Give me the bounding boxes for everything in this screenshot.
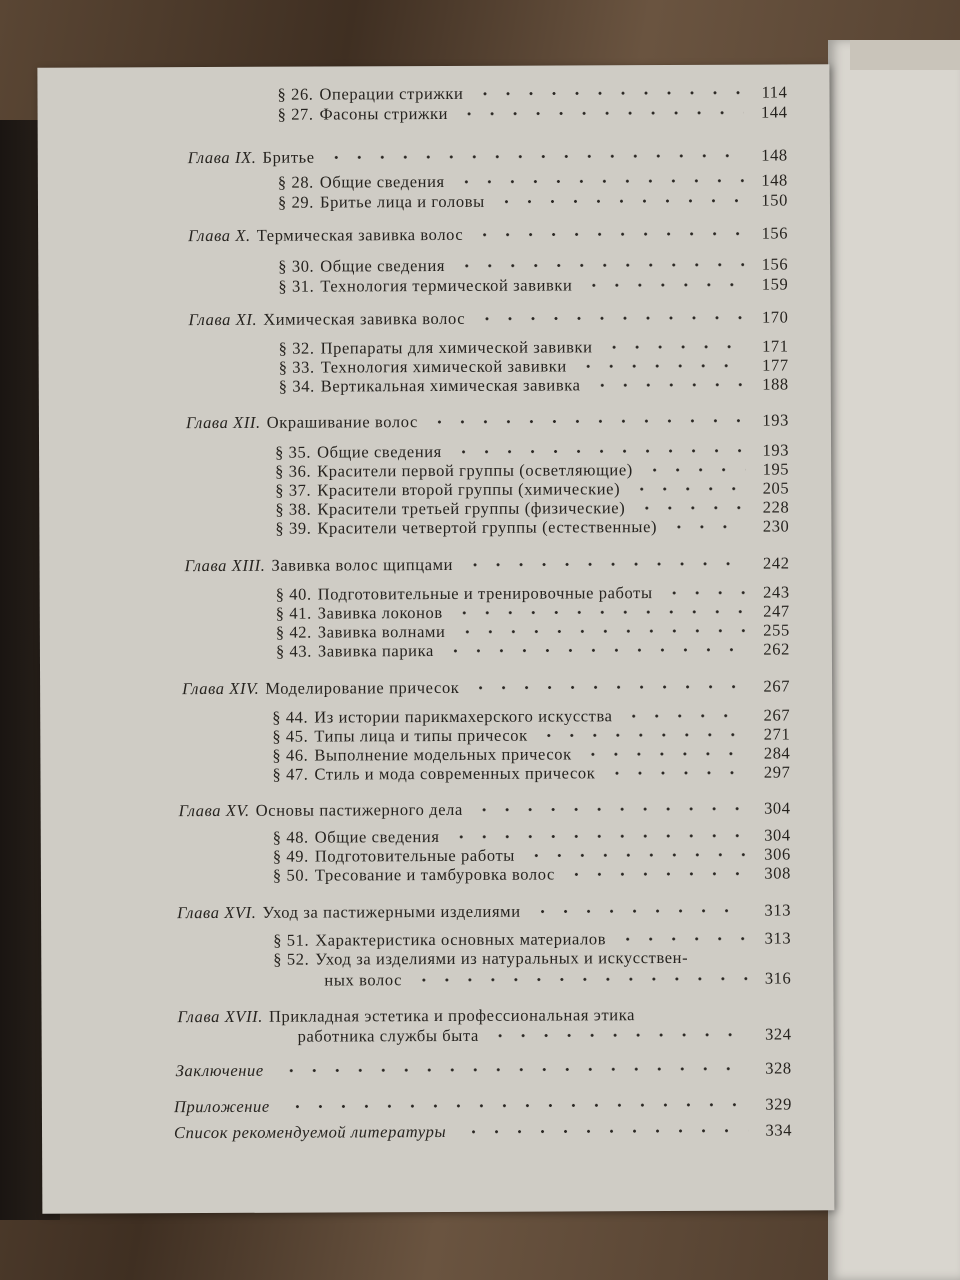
leader-dots bbox=[582, 280, 744, 291]
page-number: 267 bbox=[763, 676, 791, 696]
leader-dots bbox=[663, 588, 746, 598]
leader-dots bbox=[577, 361, 745, 372]
leader-dots bbox=[565, 869, 747, 880]
entry-title: ных волос bbox=[324, 970, 403, 990]
page-number: 205 bbox=[762, 478, 790, 498]
entry-title: Технология химической завивки bbox=[320, 356, 567, 377]
page-number: 148 bbox=[761, 145, 788, 165]
leader-dots bbox=[455, 176, 744, 187]
entry-title: Операции стрижки bbox=[319, 83, 464, 104]
leader-dots bbox=[667, 522, 745, 532]
entry-title: Общие сведения bbox=[317, 441, 442, 462]
page-number: 150 bbox=[761, 190, 789, 210]
leader-dots bbox=[635, 503, 745, 513]
toc-chapter bbox=[188, 221, 788, 246]
section-number: § 46. bbox=[272, 745, 309, 765]
section-number: § 33. bbox=[278, 357, 315, 377]
leader-dots bbox=[452, 446, 745, 457]
toc-chapter bbox=[186, 408, 789, 433]
entry-title: Завивка парика bbox=[317, 641, 434, 661]
page-number: 156 bbox=[761, 254, 789, 274]
entry-title: Фасоны стрижки bbox=[319, 103, 449, 124]
leader-dots bbox=[455, 260, 744, 271]
page-number: 306 bbox=[764, 844, 791, 864]
leader-dots bbox=[455, 626, 745, 637]
section-number: § 50. bbox=[272, 865, 309, 885]
leader-dots bbox=[590, 380, 744, 391]
page-number: 334 bbox=[765, 1120, 793, 1140]
leader-dots bbox=[412, 974, 747, 985]
section-number: § 47. bbox=[272, 764, 309, 784]
toc-entry bbox=[272, 760, 790, 784]
chapter-label: Глава X. bbox=[188, 225, 251, 246]
entry-title: Стиль и мода современных причесок bbox=[314, 763, 596, 784]
entry-title: Завивка волнами bbox=[317, 621, 446, 642]
toc-chapter bbox=[177, 898, 791, 923]
section-number: § 28. bbox=[277, 172, 314, 192]
entry-title: Типы лица и типы причесок bbox=[314, 725, 528, 746]
page-number: 255 bbox=[763, 620, 790, 640]
page-number: 242 bbox=[762, 553, 790, 573]
leader-dots bbox=[428, 416, 745, 427]
section-number: § 52. bbox=[273, 949, 310, 969]
toc-entry bbox=[278, 272, 788, 296]
page-number: 313 bbox=[764, 900, 792, 920]
leader-dots bbox=[630, 484, 745, 495]
entry-title: Подготовительные работы bbox=[314, 845, 515, 866]
entry-title: Характеристика основных материалов bbox=[315, 929, 607, 950]
toc-chapter bbox=[182, 674, 790, 699]
chapter-title: Термическая завивка волос bbox=[256, 224, 464, 245]
page-number: 308 bbox=[764, 863, 791, 883]
page-number: 297 bbox=[763, 762, 791, 782]
section-number: § 38. bbox=[275, 499, 312, 519]
section-number: § 27. bbox=[277, 104, 314, 124]
toc-entry-continuation bbox=[324, 966, 791, 990]
page-number: 177 bbox=[762, 355, 789, 375]
page-number: 313 bbox=[764, 928, 792, 948]
entry-title: Выполнение модельных причесок bbox=[314, 744, 572, 765]
page-number: 304 bbox=[764, 825, 791, 845]
page-number: 193 bbox=[762, 410, 789, 430]
section-number: § 32. bbox=[278, 338, 315, 358]
section-number: § 43. bbox=[275, 641, 312, 661]
section-number: § 29. bbox=[277, 192, 315, 212]
leader-dots bbox=[462, 1126, 748, 1137]
page-number: 114 bbox=[761, 82, 788, 102]
entry-title: Технология термической завивки bbox=[320, 275, 573, 296]
chapter-title: Моделирование причесок bbox=[265, 677, 460, 698]
leader-dots bbox=[623, 711, 747, 722]
chapter-title: Прикладная эстетика и профессиональная этика bbox=[268, 1005, 636, 1026]
toc-chapter-continuation bbox=[298, 1022, 792, 1046]
leader-dots bbox=[475, 313, 744, 324]
chapter-title: Бритье bbox=[262, 147, 315, 167]
chapter-title: Уход за пастижерными изделиями bbox=[262, 901, 521, 922]
page-number: 171 bbox=[762, 336, 789, 356]
book-cover-right bbox=[828, 40, 960, 1280]
chapter-label: Глава XVII. bbox=[177, 1006, 264, 1027]
page-number: 267 bbox=[763, 705, 791, 725]
leader-dots bbox=[473, 229, 744, 240]
leader-dots bbox=[473, 88, 743, 99]
book-cover-strip bbox=[850, 40, 960, 70]
leader-dots bbox=[582, 749, 747, 760]
entry-title: Вертикальная химическая завивка bbox=[320, 375, 581, 396]
leader-dots bbox=[616, 934, 747, 945]
page-number: 188 bbox=[762, 374, 789, 394]
section-number: § 41. bbox=[275, 603, 312, 623]
page-number: 316 bbox=[764, 968, 792, 988]
entry-title: Бритье лица и головы bbox=[319, 191, 485, 212]
page-number: 304 bbox=[764, 798, 791, 818]
toc-chapter bbox=[188, 143, 788, 168]
leader-dots bbox=[469, 682, 746, 693]
section-number: § 51. bbox=[273, 930, 310, 950]
page-number: 329 bbox=[765, 1094, 792, 1114]
section-number: § 35. bbox=[275, 442, 312, 462]
entry-title: Приложение bbox=[173, 1096, 270, 1117]
chapter-title: работника службы быта bbox=[297, 1025, 479, 1046]
toc-entry bbox=[278, 100, 788, 124]
entry-title: Общие сведения bbox=[320, 255, 446, 276]
toc-chapter bbox=[188, 305, 788, 330]
toc-entry bbox=[278, 188, 788, 212]
leader-dots bbox=[473, 804, 747, 815]
leader-dots bbox=[698, 953, 747, 963]
entry-title: Красители четвертой группы (естественные) bbox=[317, 517, 658, 538]
chapter-title: Окрашивание волос bbox=[266, 412, 418, 432]
entry-title: Уход за изделиями из натуральных и искусствен- bbox=[315, 947, 689, 969]
toc-entry bbox=[273, 861, 791, 885]
page-number: 243 bbox=[763, 582, 790, 602]
leader-dots bbox=[643, 465, 745, 475]
toc-chapter bbox=[179, 796, 791, 821]
page-number: 144 bbox=[760, 102, 788, 122]
section-number: § 44. bbox=[272, 707, 309, 727]
page-number: 284 bbox=[763, 743, 791, 763]
page-number: 324 bbox=[765, 1024, 792, 1044]
leader-dots bbox=[463, 559, 745, 570]
section-number: § 26. bbox=[277, 84, 314, 104]
leader-dots bbox=[605, 768, 746, 779]
page-number: 271 bbox=[763, 724, 791, 744]
section-number: § 36. bbox=[275, 461, 312, 481]
section-number: § 45. bbox=[272, 726, 309, 746]
section-number: § 48. bbox=[272, 827, 309, 847]
section-number: § 49. bbox=[272, 846, 309, 866]
leader-dots bbox=[325, 151, 744, 163]
toc-entry bbox=[279, 372, 789, 396]
leader-dots bbox=[538, 730, 747, 741]
leader-dots bbox=[280, 1064, 748, 1076]
page-number: 247 bbox=[763, 601, 790, 621]
entry-title: Красители первой группы (осветляющие) bbox=[317, 460, 633, 481]
entry-title: Тресование и тамбуровка волос bbox=[314, 864, 555, 885]
chapter-label: Глава XI. bbox=[188, 309, 258, 330]
chapter-label: Глава XII. bbox=[185, 412, 261, 433]
section-number: § 39. bbox=[275, 518, 312, 538]
page-number: 195 bbox=[762, 459, 790, 479]
page-number: 156 bbox=[761, 223, 789, 243]
entry-title: Завивка локонов bbox=[317, 602, 443, 623]
leader-dots bbox=[525, 850, 747, 861]
chapter-label: Глава XIV. bbox=[182, 678, 260, 699]
toc-entry bbox=[276, 637, 790, 661]
page-number: 148 bbox=[761, 170, 788, 190]
toc-conclusion bbox=[176, 1056, 792, 1081]
leader-dots bbox=[531, 906, 747, 917]
toc-appendix bbox=[174, 1092, 792, 1117]
leader-dots bbox=[458, 108, 744, 119]
entry-title: Препараты для химической завивки bbox=[320, 337, 593, 358]
leader-dots bbox=[444, 645, 746, 656]
chapter-label: Глава XVI. bbox=[177, 902, 257, 923]
page-number: 193 bbox=[762, 440, 790, 460]
section-number: § 30. bbox=[278, 256, 315, 276]
chapter-title: Химическая завивка волос bbox=[263, 308, 466, 329]
leader-dots bbox=[489, 1030, 748, 1041]
section-number: § 40. bbox=[275, 584, 312, 604]
page-number: 262 bbox=[763, 639, 790, 659]
entry-title: Общие сведения bbox=[314, 827, 440, 847]
page-number: 228 bbox=[762, 497, 790, 517]
toc-chapter bbox=[185, 551, 790, 576]
page-number: 170 bbox=[761, 307, 789, 327]
leader-dots bbox=[450, 831, 747, 842]
entry-title: Из истории парикмахерского искусства bbox=[314, 706, 613, 727]
leader-dots bbox=[453, 607, 746, 618]
page-number: 230 bbox=[762, 516, 790, 536]
chapter-title: Завивка волос щипцами bbox=[271, 554, 454, 575]
entry-title: Заключение bbox=[175, 1060, 264, 1081]
page-number: 159 bbox=[761, 274, 789, 294]
entry-title: Красители второй группы (химические) bbox=[317, 479, 621, 500]
section-number: § 42. bbox=[275, 622, 312, 642]
leader-dots bbox=[645, 1010, 748, 1020]
toc-entry bbox=[275, 514, 789, 538]
chapter-label: Глава XV. bbox=[178, 800, 250, 821]
chapter-label: Глава XIII. bbox=[184, 555, 266, 576]
toc-bibliography bbox=[174, 1118, 792, 1143]
entry-title: Общие сведения bbox=[319, 171, 445, 192]
toc-page bbox=[37, 64, 834, 1213]
entry-title: Подготовительные и тренировочные работы bbox=[317, 583, 653, 604]
leader-dots bbox=[286, 1100, 748, 1112]
section-number: § 34. bbox=[278, 376, 315, 396]
section-number: § 37. bbox=[275, 480, 312, 500]
section-number: § 31. bbox=[278, 276, 315, 296]
leader-dots bbox=[603, 342, 745, 353]
page-number: 328 bbox=[765, 1058, 792, 1078]
entry-title: Список рекомендуемой литературы bbox=[173, 1121, 447, 1143]
entry-title: Красители третьей группы (физические) bbox=[317, 498, 626, 519]
chapter-label: Глава IX. bbox=[187, 147, 257, 168]
chapter-title: Основы пастижерного дела bbox=[255, 799, 463, 820]
leader-dots bbox=[495, 196, 744, 207]
